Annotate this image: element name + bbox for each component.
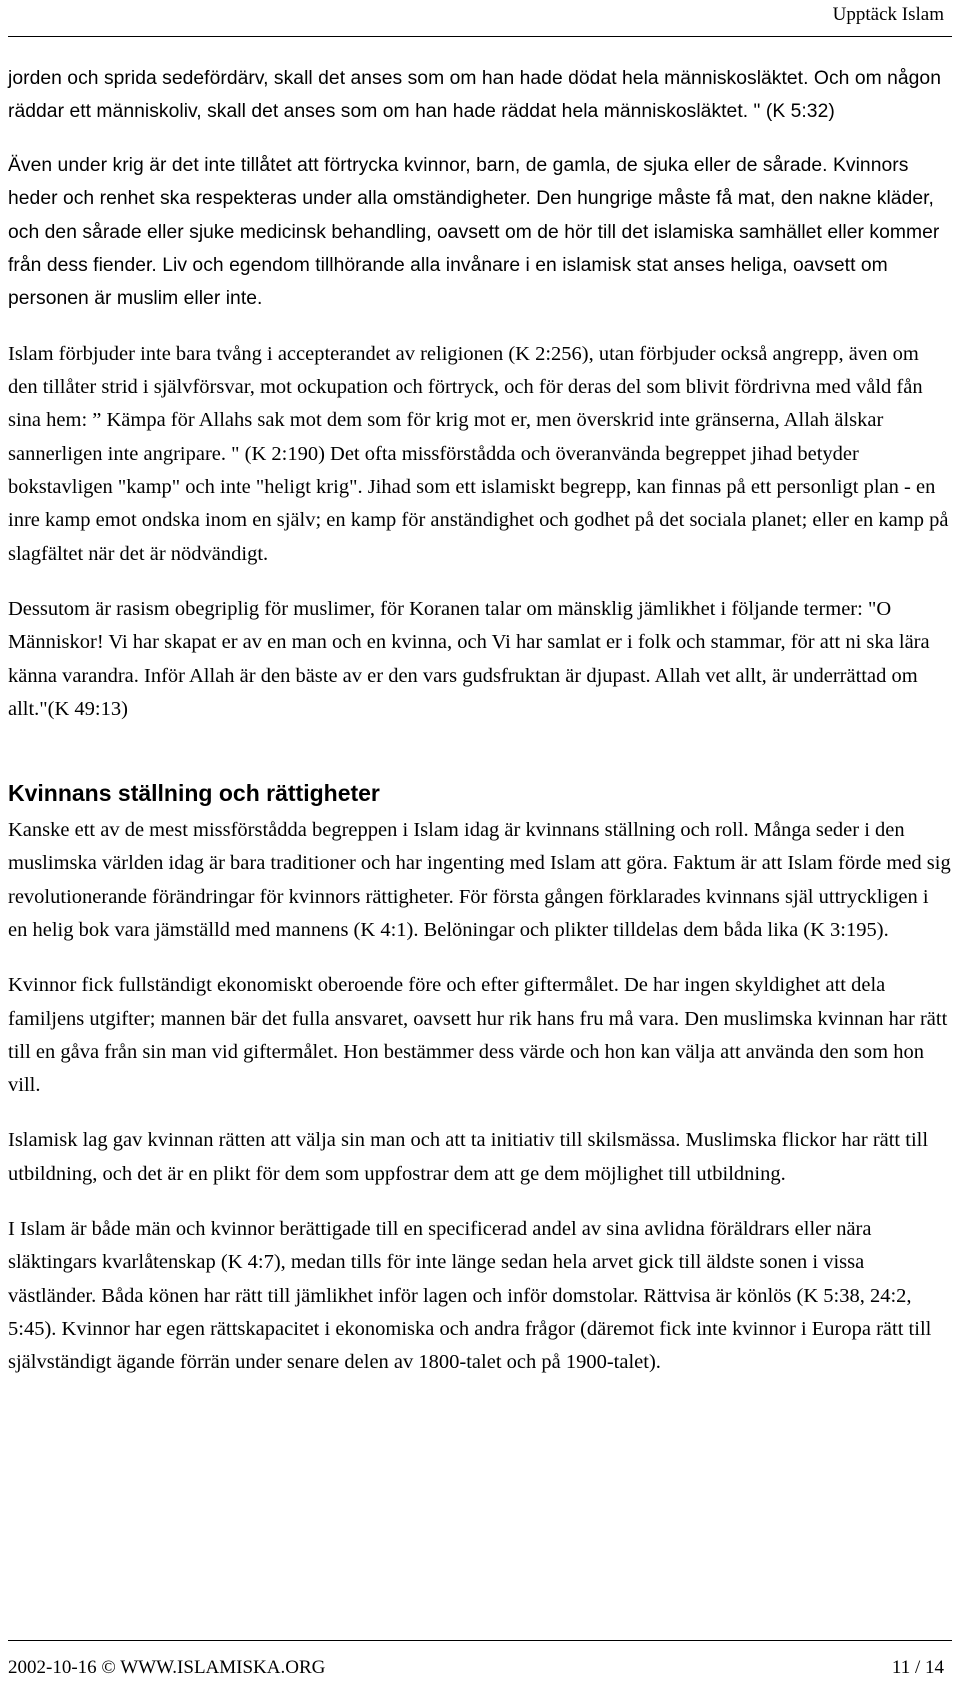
footer-divider xyxy=(8,1640,952,1641)
section-paragraph-3: Islamisk lag gav kvinnan rätten att välja sin man och att ta initiativ till skilsmässa. Muslimska flickor har rätt till utbildning, och det är en plikt för dem som uppfostrar dem att ge dem möjlighet till utbildning. xyxy=(8,1129,929,1185)
paragraph-4: Dessutom är rasism obegriplig för muslimer, för Koranen talar om mänsklig jämlikhet i följande termer: "O Människor! Vi har skapat er av en man och en kvinna, och Vi har samlat er i folk och stammar, för att ni ska lära känna varandra. Inför Allah är den bäste av er den vars gudsfruktan är djupast. Allah vet allt, är underrättad om allt."(K 49:13) xyxy=(8,597,930,720)
page-number: 11 / 14 xyxy=(891,1657,944,1678)
paragraph-3: Islam förbjuder inte bara tvång i accepterandet av religionen (K 2:256), utan förbjuder också angrepp, även om den tillåter strid i självförsvar, mot ockupation och förtryck, och för deras del som blivit fördrivna med våld fån sina hem: ” Kämpa för Allahs sak mot dem som för krig mot er, men överskrid inte gränserna, Allah älskar sannerligen inte angripare. " (K 2:190) Det ofta missförstådda och överanvända begreppet jihad betyder bokstavligen "kamp" och inte "heligt krig". Jihad som ett islamiskt begrepp, kan finnas på ett personligt plan - en inre kamp emot ondska inom en själv; en kamp för anständighet och godhet på det sociala planet; eller en kamp på slagfältet när det är nödvändigt. xyxy=(8,342,949,565)
running-header: Upptäck Islam xyxy=(832,4,944,25)
section-heading: Kvinnans ställning och rättigheter xyxy=(8,780,380,807)
section-paragraph-1: Kanske ett av de mest missförstådda begreppen i Islam idag är kvinnans ställning och roll. Många seder i den muslimska världen idag är bara traditioner och har ingenting med Islam att göra. Faktum är att Islam förde med sig revolutionerande förändringar för kvinnors rättigheter. För första gången förklarades kvinnans själ uttryckligen i en helig bok vara jämställd med mannens (K 4:1). Belöningar och plikter tilldelas dem båda lika (K 3:195). xyxy=(8,819,951,941)
section-paragraph-4: I Islam är både män och kvinnor berättigade till en specificerad andel av sina avlidna föräldrars eller nära släktingars kvarlåtenskap (K 4:7), medan tills för inte länge sedan hela arvet gick till äldste sonen i vissa västländer. Båda könen har rätt till jämlikhet inför lagen och inför domstolar. Rättvisa är könlös (K 5:38, 24:2, 5:45). Kvinnor har egen rättskapacitet i ekonomiska och andra frågor (däremot fick inte kvinnor i Europa rätt till självständigt ägande förrän under senare delen av 1800-talet och på 1900-talet). xyxy=(8,1218,932,1374)
section-paragraph-2: Kvinnor fick fullständigt ekonomiskt oberoende före och efter giftermålet. De har ingen skyldighet att dela familjens utgifter; mannen bär det fulla ansvaret, oavsett hur rik hans fru må vara. Den muslimska kvinnan har rätt till en gåva från sin man vid giftermålet. Hon bestämmer dess värde och hon kan välja att använda den som hon vill. xyxy=(8,974,948,1097)
paragraph-2: Även under krig är det inte tillåtet att förtrycka kvinnor, barn, de gamla, de sjuka eller de sårade. Kvinnors heder och renhet ska respekteras under alla omständigheter. Den hungrige måste få mat, den nakne kläder, och den sårade eller sjuke medicinsk behandling, oavsett om de hör till det islamiska samhället eller kommer från dess fiender. Liv och egendom tillhörande alla invånare i en islamisk stat anses heliga, oavsett om personen är muslim eller inte. xyxy=(8,154,940,310)
page-content xyxy=(8,62,952,1380)
paragraph-1: jorden och sprida sedefördärv, skall det anses som om han hade dödat hela människosläktet. Och om någon räddar ett människoliv, skall det anses som om han hade räddat hela människosläktet. " (K 5:32) xyxy=(8,68,941,123)
footer-date-site: 2002-10-16 © WWW.ISLAMISKA.ORG xyxy=(8,1657,326,1678)
header-divider xyxy=(8,36,952,37)
